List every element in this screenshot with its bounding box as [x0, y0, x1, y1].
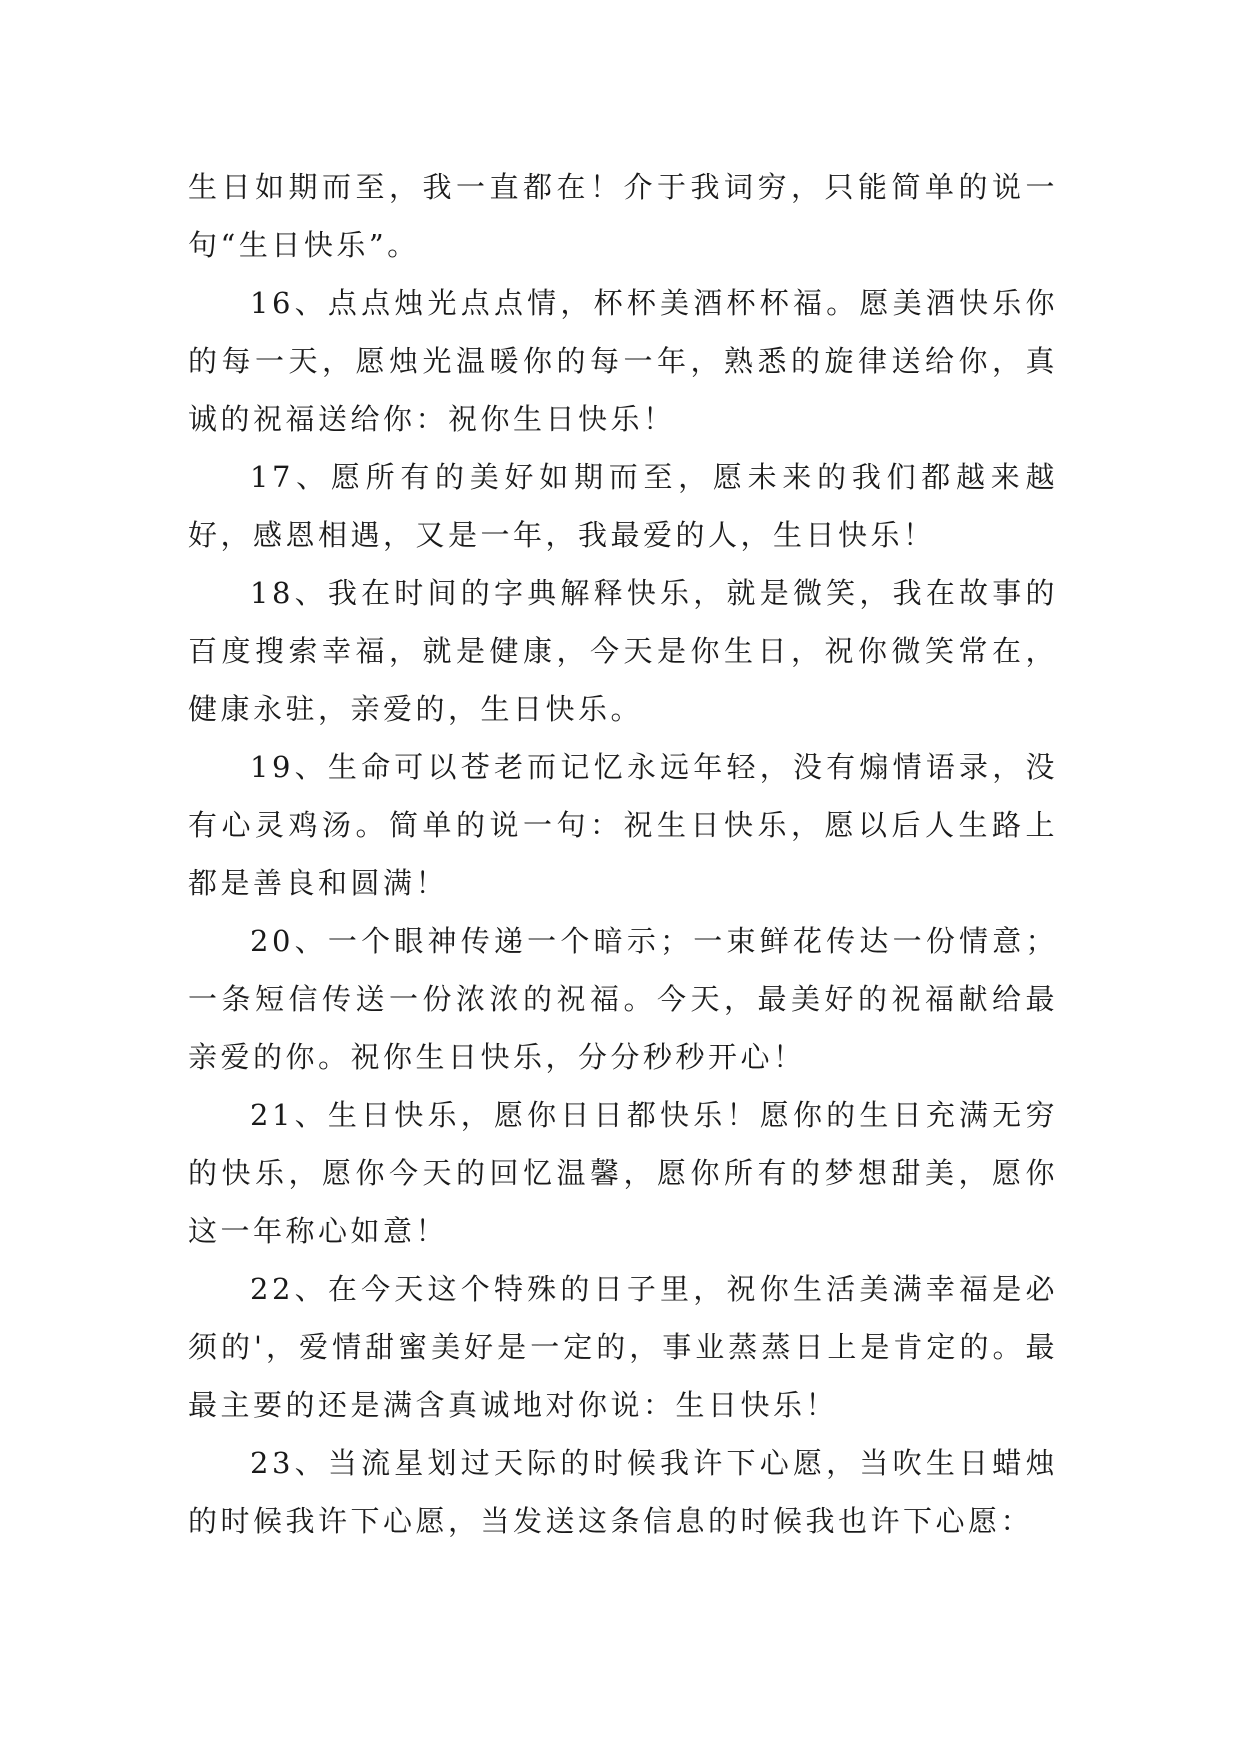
- paragraph-item-21: 21、生日快乐，愿你日日都快乐！愿你的生日充满无穷的快乐，愿你今天的回忆温馨，愿你所有的梦想甜美，愿你这一年称心如意！: [188, 1098, 1058, 1248]
- paragraph-item-18: 18、我在时间的字典解释快乐，就是微笑，我在故事的百度搜索幸福，就是健康，今天是你生日，祝你微笑常在，健康永驻，亲爱的，生日快乐。: [188, 576, 1058, 726]
- document-body: [188, 158, 1058, 1550]
- paragraph-item-17: 17、愿所有的美好如期而至，愿未来的我们都越来越好，感恩相遇，又是一年，我最爱的人，生日快乐！: [188, 460, 1058, 552]
- paragraph-item-16: 16、点点烛光点点情，杯杯美酒杯杯福。愿美酒快乐你的每一天，愿烛光温暖你的每一年，熟悉的旋律送给你，真诚的祝福送给你：祝你生日快乐！: [188, 286, 1058, 436]
- paragraph-item-23: 23、当流星划过天际的时候我许下心愿，当吹生日蜡烛的时候我许下心愿，当发送这条信息的时候我也许下心愿：: [188, 1446, 1058, 1538]
- paragraph-item-22: 22、在今天这个特殊的日子里，祝你生活美满幸福是必须的'，爱情甜蜜美好是一定的，事业蒸蒸日上是肯定的。最最主要的还是满含真诚地对你说：生日快乐！: [188, 1272, 1058, 1422]
- paragraph-item-19: 19、生命可以苍老而记忆永远年轻，没有煽情语录，没有心灵鸡汤。简单的说一句：祝生日快乐，愿以后人生路上都是善良和圆满！: [188, 750, 1058, 900]
- paragraph-item-20: 20、一个眼神传递一个暗示；一束鲜花传达一份情意；一条短信传送一份浓浓的祝福。今天，最美好的祝福献给最亲爱的你。祝你生日快乐，分分秒秒开心！: [188, 924, 1058, 1074]
- paragraph-continuation: 生日如期而至，我一直都在！介于我词穷，只能简单的说一句“生日快乐”。: [188, 170, 1058, 262]
